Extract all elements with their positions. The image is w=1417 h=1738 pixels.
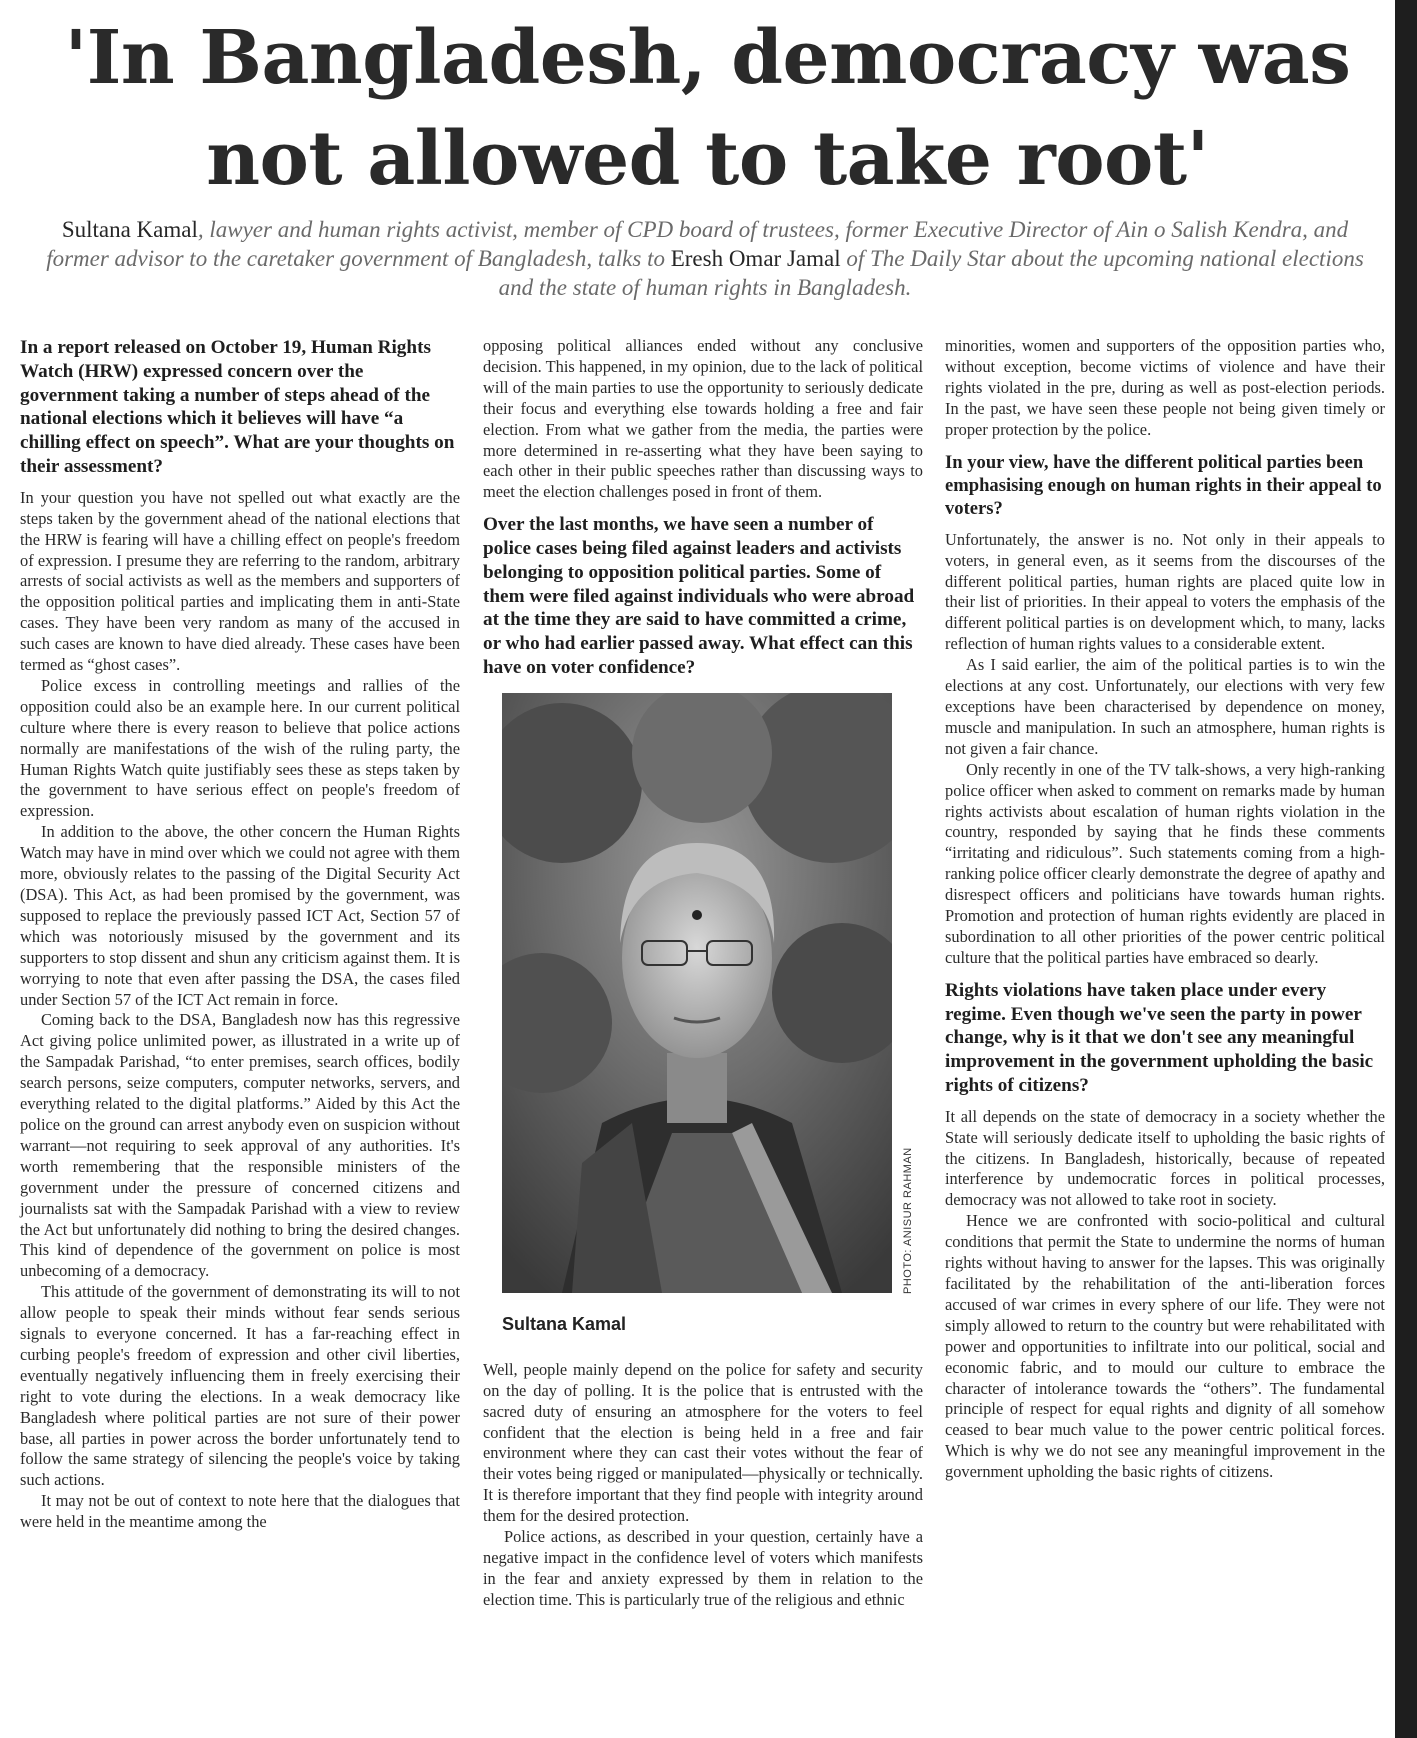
answer-paragraph: minorities, women and supporters of the opposition parties who, without exception, become victims of violence and have their rights violated in the pre, during as well as post-election periods. In the past, we have seen these people not being given timely or proper protection by the police. xyxy=(945,336,1385,439)
answer-paragraph: Well, people mainly depend on the police for safety and security on the day of polling. It is the police that is entrusted with the sacred duty of ensuring an atmosphere for the voters to feel confident that the election is being held in a free and fair environment where they can cast their votes without the fear of their votes being rigged or manipulated—physically or technically. It is therefore important that they find people with integrity around them for the desired protection. xyxy=(483,1359,923,1526)
interviewee-name: Sultana Kamal xyxy=(61,217,198,242)
column-2 xyxy=(483,336,923,1611)
answer-paragraph: It all depends on the state of democracy in a society whether the State will seriously dedicate itself to upholding the basic rights of the citizens. In Bangladesh, historically, because of repeated interference by undemocratic forces in political processes, democracy was not allowed to take root in society. xyxy=(945,1106,1385,1210)
answer-paragraph: opposing political alliances ended without any conclusive decision. This happened, in my opinion, due to the lack of political will of the main parties to use the opportunity to seriously dedicate their focus and everything else towards holding a free and fair election. From what we gather from the media, the parties were more determined in re-asserting what they have been saying to each other in their public speeches rather than discussing ways to meet the election challenges posed in front of them. xyxy=(483,336,923,502)
standfirst xyxy=(35,215,1375,302)
answer-paragraph: Coming back to the DSA, Bangladesh now has this regressive Act giving police unlimited power, as illustrated in a write up of the Sampadak Parishad, “to enter premises, search offices, bodily search persons, seize computers, computer networks, servers, and everything related to the digital platforms.” Aided by this Act the police on the ground can arrest anybody even on suspicion without warrant—not requiring to seek approval of any authorities. It's worth remembering that the responsible ministers of the government under the pressure of concerned citizens and journalists sat with the Sampadak Parishad with a view to review the Act but unfortunately did nothing to bring the desired changes. This kind of dependence of the government on police is most unbecoming of a democracy. xyxy=(20,1010,460,1281)
answer-paragraph: In your question you have not spelled out what exactly are the steps taken by the government ahead of the national elections that the HRW is fearing will have a chilling effect on people's freedom of expression. I presume they are referring to the random, arbitrary arrests of social activists as well as the members and supporters of the opposition political parties and implicating them in anti-State cases. They have been very random as many of the accused in such cases are known to have died already. These cases have been termed as “ghost cases”. xyxy=(20,487,460,675)
answer-paragraph: As I said earlier, the aim of the political parties is to win the elections at any cost. Unfortunately, our elections with very few exceptions have been characterised by dependence on money, muscle and manipulation. In such an atmosphere, human rights is not given a fair chance. xyxy=(945,655,1385,758)
answer-paragraph: Police actions, as described in your question, certainly have a negative impact in the confidence level of voters which manifests in the fear and anxiety expressed by them in relation to the election time. This is particularly true of the religious and ethnic xyxy=(483,1527,923,1609)
question-4: Rights violations have taken place under every regime. Even though we've seen the party in power change, why is it that we don't see any meaningful improvement in the government upholding the basic rights of citizens? xyxy=(945,979,1374,1096)
photo-credit: PHOTO: ANISUR RAHMAN xyxy=(902,1147,914,1294)
photo-caption: Sultana Kamal xyxy=(502,1313,627,1334)
answer-paragraph: Police excess in controlling meetings and rallies of the opposition could also be an example here. In our current political culture where there is every reason to believe that police actions normally are manifestations of the wish of the ruling party, the Human Rights Watch quite justifiably sees these as steps taken by the government to have serious effect on people's freedom of expression. xyxy=(20,675,460,821)
column-3 xyxy=(945,336,1385,1483)
answer-paragraph: It may not be out of context to note here that the dialogues that were held in the meantime among the xyxy=(20,1491,460,1532)
answer-paragraph: This attitude of the government of demonstrating its will to not allow people to speak their minds without fear sends serious signals to everyone concerned. It has a far-reaching effect in curbing people's freedom of expression and other civil liberties, eventually negatively influencing them in freely exercising their right to vote during the elections. In a weak democracy like Bangladesh where political parties are not sure of their power base, all parties in power across the border unfortunately tend to follow the same strategy of silencing the people's voice by taking such actions. xyxy=(20,1282,460,1490)
interviewer-name: Eresh Omar Jamal xyxy=(670,246,841,271)
standfirst-desc-2: of The Daily Star about the upcoming national elections and the state of human rights in Bangladesh. xyxy=(498,246,1364,300)
standfirst-desc-1: , lawyer and human rights activist, member of CPD board of trustees, former Executive Director of Ain o Salish Kendra, and former advisor to the caretaker government of Bangladesh, talks to xyxy=(46,217,1349,271)
answer-paragraph: Unfortunately, the answer is no. Not only in their appeals to voters, in general even, as it seems from the discourses of the different political parties, human rights are placed quite low in their list of priorities. In their appeal to voters the emphasis of the different political parties is on development which, to many, lacks reflection of human rights values to a considerable extent. xyxy=(945,529,1385,654)
column-1 xyxy=(20,336,460,1533)
portrait-photo xyxy=(502,693,892,1293)
question-3: In your view, have the different political parties been emphasising enough on human rights in their appeal to voters? xyxy=(945,451,1382,520)
answer-paragraph: In addition to the above, the other concern the Human Rights Watch may have in mind over which we could not agree with them more, obviously relates to the passing of the Digital Security Act (DSA). This Act, as had been promised by the government, was supposed to replace the previously passed ICT Act, Section 57 of which was notoriously misused by the government and its supporters to stop dissent and shun any criticism against them. It is worrying to note that even after passing the DSA, the cases filed under Section 57 of the ICT Act remain in force. xyxy=(20,822,460,1009)
page-edge-bar xyxy=(1395,0,1417,1738)
photo-block xyxy=(483,689,923,1354)
question-1: In a report released on October 19, Human Rights Watch (HRW) expressed concern over the government taking a number of steps ahead of the national elections which it believes will have “a chilling effect on speech”. What are your thoughts on their assessment? xyxy=(20,337,455,477)
answer-paragraph: Only recently in one of the TV talk-shows, a very high-ranking police officer when asked to comment on remarks made by human rights activists about escalation of human rights violation in the country, responded by saying that he finds these comments “irritating and ridiculous”. Such statements coming from a high-ranking police officer clearly demonstrate the degree of apathy and disrespect officers and politicians have towards human rights. Promotion and protection of human rights evidently are placed in subordination to all other priorities of the power centric political culture that the political parties have embraced so dearly. xyxy=(945,759,1385,967)
answer-paragraph: Hence we are confronted with socio-political and cultural conditions that permit the State to undermine the norms of human rights without having to answer for the lapses. This was originally facilitated by the rehabilitation of the anti-liberation forces accused of war crimes in every sphere of our life. They were not simply allowed to return to the country but were rehabilitated with power and opportunities to infiltrate into our political, social and economic fabric, and to mould our culture to embrace the character of intolerance towards the “others”. The fundamental principle of respect for equal rights and dignity of all somehow ceased to bear much value to the power centric political forces. Which is why we do not see any meaningful improvement in the government upholding the basic rights of citizens. xyxy=(945,1211,1385,1482)
headline: 'In Bangladesh, democracy was not allowed to take root' xyxy=(64,15,1351,202)
question-2: Over the last months, we have seen a number of police cases being filed against leaders and activists belonging to opposition political parties. Some of them were filed against individuals who were abroad at the time they are said to have committed a crime, or who had earlier passed away. What effect can this have on voter confidence? xyxy=(483,514,915,679)
